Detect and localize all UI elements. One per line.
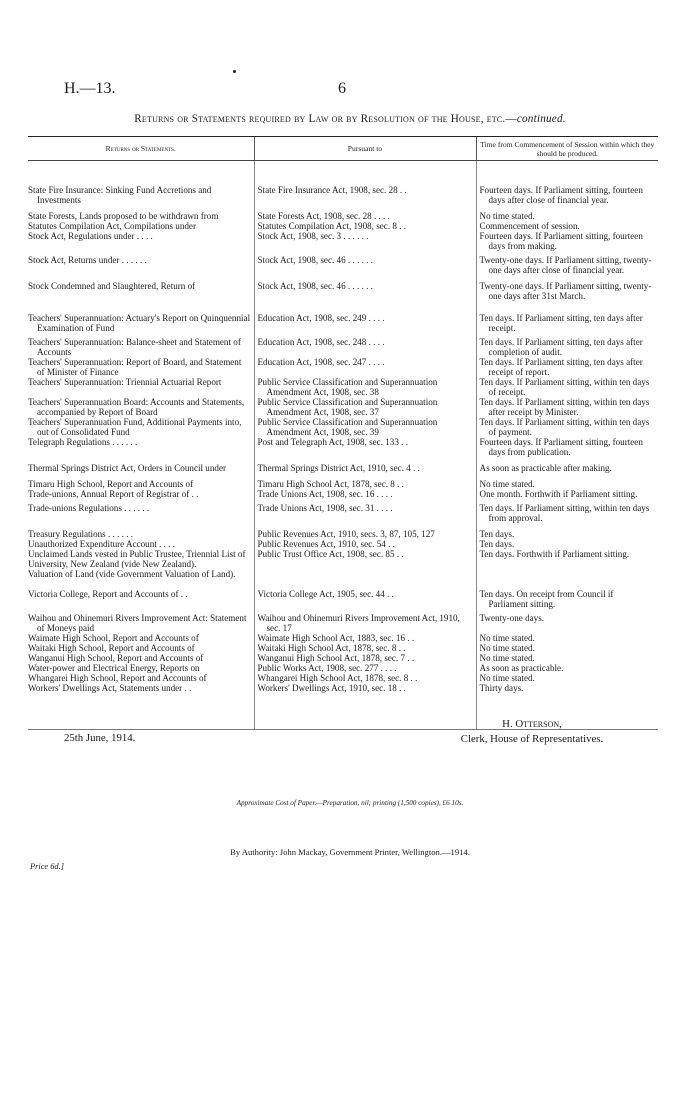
returns-text: State Fire Insurance: Sinking Fund Accretions and Investments: [28, 185, 212, 205]
cell-pursuant: [254, 523, 476, 539]
table-row: [28, 523, 658, 539]
table-row: [28, 231, 658, 251]
cell-time: [476, 377, 658, 397]
cell-pursuant: [254, 683, 476, 693]
pursuant-text: Trade Unions Act, 1908, sec. 31 . . . .: [257, 503, 393, 513]
pursuant-text: Education Act, 1908, sec. 249 . . . .: [257, 313, 385, 323]
returns-text: Teachers' Superannuation Board: Accounts and Statements, accompanied by Report of Board: [28, 397, 245, 417]
time-text: Ten days. If Parliament sitting, within ten days after receipt by Minister.: [479, 397, 650, 417]
returns-text: Thermal Springs District Act, Orders in Council under: [28, 463, 227, 473]
column-header-pursuant: Pursuant to: [254, 137, 476, 161]
cell-time: [476, 633, 658, 643]
table-row: [28, 539, 658, 549]
time-text: No time stated.: [479, 673, 535, 683]
cell-return: [28, 609, 254, 633]
time-text: Ten days. Forthwith if Parliament sitting.: [479, 549, 630, 559]
pursuant-text: Victoria College Act, 1905, sec. 44 . .: [257, 589, 394, 599]
cell-return: [28, 663, 254, 673]
printer-authority: By Authority: John Mackay, Government Printer, Wellington.—1914.: [230, 847, 470, 857]
time-text: Twenty-one days. If Parliament sitting, twenty-one days after 31st March.: [479, 281, 652, 301]
empty-cell: [28, 693, 254, 719]
pursuant-text: Thermal Springs District Act, 1910, sec. 4 . .: [257, 463, 420, 473]
pursuant-text: Waimate High School Act, 1883, sec. 16 . .: [257, 633, 415, 643]
time-text: As soon as practicable.: [479, 663, 564, 673]
signer-name: H. Otterson,: [502, 718, 562, 730]
returns-text: Teachers' Superannuation: Actuary's Report on Quinquennial Examination of Fund: [28, 313, 251, 333]
pursuant-text: Workers' Dwellings Act, 1910, sec. 18 . .: [257, 683, 406, 693]
table-spacer-row: [28, 161, 658, 186]
cell-time: [476, 333, 658, 357]
cell-pursuant: [254, 357, 476, 377]
time-text: Twenty-one days. If Parliament sitting, twenty-one days after close of financial year.: [479, 255, 652, 275]
table-trailing-row: [28, 693, 658, 719]
returns-text: Treasury Regulations . . . . . .: [28, 529, 133, 539]
title-continued: continued.: [516, 113, 566, 125]
pursuant-text: State Forests Act, 1908, sec. 28 . . . .: [257, 211, 390, 221]
title-text: Returns or Statements required by Law or by Resolution of the House, etc.—: [134, 113, 517, 125]
cell-return: [28, 523, 254, 539]
table-row: [28, 417, 658, 437]
cell-time: [476, 457, 658, 473]
time-text: Ten days.: [479, 529, 515, 539]
cell-pursuant: [254, 663, 476, 673]
pursuant-text: Public Works Act, 1908, sec. 277 . . . .: [257, 663, 397, 673]
returns-text: University, New Zealand (vide New Zealand).: [28, 559, 197, 569]
returns-text: Trade-unions Regulations . . . . . .: [28, 503, 150, 513]
table-row: [28, 333, 658, 357]
cell-return: [28, 221, 254, 231]
cell-time: [476, 251, 658, 275]
cell-time: [476, 569, 658, 579]
pursuant-text: Public Service Classification and Superannuation Amendment Act, 1908, sec. 38: [257, 377, 438, 397]
cell-time: [476, 417, 658, 437]
cell-pursuant: [254, 653, 476, 663]
table-row: [28, 185, 658, 205]
pursuant-text: Education Act, 1908, sec. 247 . . . .: [257, 357, 385, 367]
page-id: H.—13.: [64, 80, 116, 97]
cell-time: [476, 231, 658, 251]
cell-return: [28, 457, 254, 473]
pursuant-text: State Fire Insurance Act, 1908, sec. 28 . .: [257, 185, 407, 195]
table-row: [28, 683, 658, 693]
time-text: Ten days. If Parliament sitting, ten days after receipt of report.: [479, 357, 643, 377]
cell-time: [476, 489, 658, 499]
table-row: [28, 489, 658, 499]
cell-return: [28, 569, 254, 579]
pursuant-text: Statutes Compilation Act, 1908, sec. 8 . .: [257, 221, 407, 231]
cell-time: [476, 663, 658, 673]
cell-pursuant: [254, 417, 476, 437]
cell-pursuant: [254, 579, 476, 609]
table-row: [28, 663, 658, 673]
cell-pursuant: [254, 473, 476, 489]
cell-pursuant: [254, 437, 476, 457]
returns-text: Teachers' Superannuation: Report of Board, and Statement of Minister of Finance: [28, 357, 242, 377]
table-row: [28, 569, 658, 579]
time-text: No time stated.: [479, 653, 535, 663]
cell-pursuant: [254, 301, 476, 333]
pursuant-text: Stock Act, 1908, sec. 46 . . . . . .: [257, 255, 373, 265]
empty-cell: [28, 719, 254, 730]
cell-pursuant: [254, 489, 476, 499]
time-text: Twenty-one days.: [479, 613, 545, 623]
time-text: One month. Forthwith if Parliament sitting.: [479, 489, 638, 499]
returns-text: Teachers' Superannuation Fund, Additional Payments into, out of Consolidated Fund: [28, 417, 242, 437]
cell-return: [28, 357, 254, 377]
cell-pursuant: [254, 221, 476, 231]
returns-text: Waihou and Ohinemuri Rivers Improvement Act: Statement of Moneys paid: [28, 613, 247, 633]
returns-text: Unclaimed Lands vested in Public Trustee, Triennial List of: [28, 549, 246, 559]
pursuant-text: Public Service Classification and Superannuation Amendment Act, 1908, sec. 37: [257, 397, 438, 417]
page-header: [0, 80, 700, 104]
returns-text: Waitaki High School, Report and Accounts of: [28, 643, 195, 653]
returns-table: [28, 136, 658, 730]
cell-pursuant: [254, 185, 476, 205]
table-row: [28, 301, 658, 333]
cell-time: [476, 301, 658, 333]
table-row: [28, 221, 658, 231]
cell-pursuant: [254, 569, 476, 579]
cell-pursuant: [254, 673, 476, 683]
cell-return: [28, 489, 254, 499]
cell-pursuant: [254, 333, 476, 357]
pursuant-text: Post and Telegraph Act, 1908, sec. 133 . .: [257, 437, 408, 447]
returns-text: Statutes Compilation Act, Compilations under: [28, 221, 196, 231]
document-title: [0, 113, 700, 125]
cell-time: [476, 523, 658, 539]
table-row: [28, 251, 658, 275]
time-text: Ten days.: [479, 539, 515, 549]
cell-time: [476, 579, 658, 609]
cell-return: [28, 231, 254, 251]
time-text: Ten days. If Parliament sitting, within ten days of payment.: [479, 417, 650, 437]
pursuant-text: Public Revenues Act, 1910, sec. 54 . .: [257, 539, 395, 549]
table-header-row: [28, 137, 658, 161]
cell-return: [28, 333, 254, 357]
page-number: 6: [338, 80, 346, 97]
cell-pursuant: [254, 251, 476, 275]
cell-time: [476, 673, 658, 683]
returns-text: State Forests, Lands proposed to be withdrawn from: [28, 211, 219, 221]
cell-return: [28, 185, 254, 205]
time-text: Ten days. On receipt from Council if Parliament sitting.: [479, 589, 614, 609]
returns-text: Teachers' Superannuation: Triennial Actuarial Report: [28, 377, 222, 387]
returns-text: Trade-unions, Annual Report of Registrar of . .: [28, 489, 199, 499]
time-text: No time stated.: [479, 211, 535, 221]
cell-time: [476, 357, 658, 377]
returns-text: Timaru High School, Report and Accounts of: [28, 479, 194, 489]
cell-pursuant: [254, 275, 476, 301]
time-text: No time stated.: [479, 479, 535, 489]
cell-return: [28, 301, 254, 333]
cell-pursuant: [254, 457, 476, 473]
cell-return: [28, 549, 254, 559]
cell-time: [476, 559, 658, 569]
cell-pursuant: [254, 377, 476, 397]
table-row: [28, 357, 658, 377]
returns-text: Waimate High School, Report and Accounts of: [28, 633, 199, 643]
returns-text: Wanganui High School, Report and Accounts of: [28, 653, 204, 663]
pursuant-text: Wanganui High School Act, 1878, sec. 7 . .: [257, 653, 415, 663]
cell-time: [476, 539, 658, 549]
price-note: Price 6d.]: [30, 862, 64, 871]
table-row: [28, 499, 658, 523]
cell-return: [28, 643, 254, 653]
pursuant-text: Trade Unions Act, 1908, sec. 16 . . . .: [257, 489, 393, 499]
pursuant-text: Waihou and Ohinemuri Rivers Improvement Act, 1910, sec. 17: [257, 613, 460, 633]
table-row: [28, 633, 658, 643]
pursuant-text: Public Revenues Act, 1910, secs. 3, 87, 105, 127: [257, 529, 435, 539]
table-row: [28, 377, 658, 397]
returns-text: Whangarei High School, Report and Accounts of: [28, 673, 207, 683]
cell-return: [28, 275, 254, 301]
cell-time: [476, 549, 658, 559]
cell-pursuant: [254, 397, 476, 417]
cell-return: [28, 559, 254, 569]
cell-pursuant: [254, 633, 476, 643]
time-text: Ten days. If Parliament sitting, ten days after completion of audit.: [479, 337, 643, 357]
returns-text: Stock Act, Returns under . . . . . .: [28, 255, 147, 265]
cost-note: Approximate Cost of Paper.—Preparation, nil; printing (1,500 copies), £6 10s.: [236, 799, 464, 807]
time-text: Ten days. If Parliament sitting, ten days after receipt.: [479, 313, 643, 333]
cell-return: [28, 205, 254, 221]
cell-pursuant: [254, 231, 476, 251]
table-row: [28, 559, 658, 569]
cell-return: [28, 633, 254, 643]
cell-pursuant: [254, 643, 476, 653]
cell-time: [476, 643, 658, 653]
time-text: Ten days. If Parliament sitting, within ten days from approval.: [479, 503, 650, 523]
table-row: [28, 437, 658, 457]
returns-text: Teachers' Superannuation: Balance-sheet and Statement of Accounts: [28, 337, 241, 357]
cell-pursuant: [254, 609, 476, 633]
cell-return: [28, 437, 254, 457]
cell-return: [28, 417, 254, 437]
pursuant-text: Timaru High School Act, 1878, sec. 8 . .: [257, 479, 404, 489]
time-text: Thirty days.: [479, 683, 524, 693]
time-text: Ten days. If Parliament sitting, within ten days of receipt.: [479, 377, 650, 397]
pursuant-text: Whangarei High School Act, 1878, sec. 8 . .: [257, 673, 418, 683]
cell-return: [28, 473, 254, 489]
column-header-returns: Returns or Statements.: [28, 137, 254, 161]
cell-return: [28, 673, 254, 683]
cell-return: [28, 251, 254, 275]
table-row: [28, 653, 658, 663]
table-row: [28, 205, 658, 221]
signature-block: [412, 717, 652, 747]
returns-text: Stock Act, Regulations under . . . .: [28, 231, 153, 241]
returns-text: Unauthorized Expenditure Account . . . .: [28, 539, 175, 549]
cell-return: [28, 539, 254, 549]
time-text: Commencement of session.: [479, 221, 580, 231]
table-row: [28, 473, 658, 489]
cell-time: [476, 221, 658, 231]
cell-time: [476, 185, 658, 205]
table-body: [28, 161, 658, 730]
pursuant-text: Education Act, 1908, sec. 248 . . . .: [257, 337, 385, 347]
table-row: [28, 643, 658, 653]
returns-text: Valuation of Land (vide Government Valuation of Land).: [28, 569, 236, 579]
cell-pursuant: [254, 499, 476, 523]
cell-pursuant: [254, 549, 476, 559]
pursuant-text: Public Service Classification and Superannuation Amendment Act, 1908, sec. 39: [257, 417, 438, 437]
cell-time: [476, 437, 658, 457]
table-row: [28, 275, 658, 301]
time-text: Fourteen days. If Parliament sitting, fourteen days from publication.: [479, 437, 643, 457]
returns-text: Workers' Dwellings Act, Statements under . .: [28, 683, 192, 693]
time-text: No time stated.: [479, 643, 535, 653]
cell-return: [28, 397, 254, 417]
time-text: No time stated.: [479, 633, 535, 643]
returns-text: Victoria College, Report and Accounts of . .: [28, 589, 188, 599]
returns-text: Water-power and Electrical Energy, Reports on: [28, 663, 200, 673]
table-row: [28, 579, 658, 609]
stray-dot: [233, 70, 236, 73]
column-header-time: Time from Commencement of Session within which they should be produced.: [476, 137, 658, 161]
time-text: Fourteen days. If Parliament sitting, fourteen days after close of financial year.: [479, 185, 643, 205]
cell-return: [28, 499, 254, 523]
time-text: Fourteen days. If Parliament sitting, fourteen days from making.: [479, 231, 643, 251]
table-row: [28, 457, 658, 473]
pursuant-text: Waitaki High School Act, 1878, sec. 8 . .: [257, 643, 406, 653]
cell-time: [476, 397, 658, 417]
signature-date: 25th June, 1914.: [64, 732, 136, 744]
cell-time: [476, 205, 658, 221]
pursuant-text: Stock Act, 1908, sec. 46 . . . . . .: [257, 281, 373, 291]
cell-return: [28, 653, 254, 663]
empty-cell: [476, 693, 658, 719]
table-row: [28, 609, 658, 633]
returns-text: Telegraph Regulations . . . . . .: [28, 437, 138, 447]
empty-cell: [254, 693, 476, 719]
table-row: [28, 673, 658, 683]
returns-text: Stock Condemned and Slaughtered, Return of: [28, 281, 196, 291]
pursuant-text: Public Trust Office Act, 1908, sec. 85 . .: [257, 549, 404, 559]
cell-pursuant: [254, 539, 476, 549]
cell-return: [28, 683, 254, 693]
cell-time: [476, 683, 658, 693]
table-row: [28, 549, 658, 559]
cell-time: [476, 275, 658, 301]
cell-pursuant: [254, 205, 476, 221]
cell-return: [28, 579, 254, 609]
table-row: [28, 397, 658, 417]
cell-return: [28, 377, 254, 397]
cell-time: [476, 609, 658, 633]
signer-title: Clerk, House of Representatives.: [460, 733, 604, 745]
cell-time: [476, 499, 658, 523]
cell-time: [476, 653, 658, 663]
cell-time: [476, 473, 658, 489]
pursuant-text: Stock Act, 1908, sec. 3 . . . . . .: [257, 231, 369, 241]
time-text: As soon as practicable after making.: [479, 463, 612, 473]
cell-pursuant: [254, 559, 476, 569]
